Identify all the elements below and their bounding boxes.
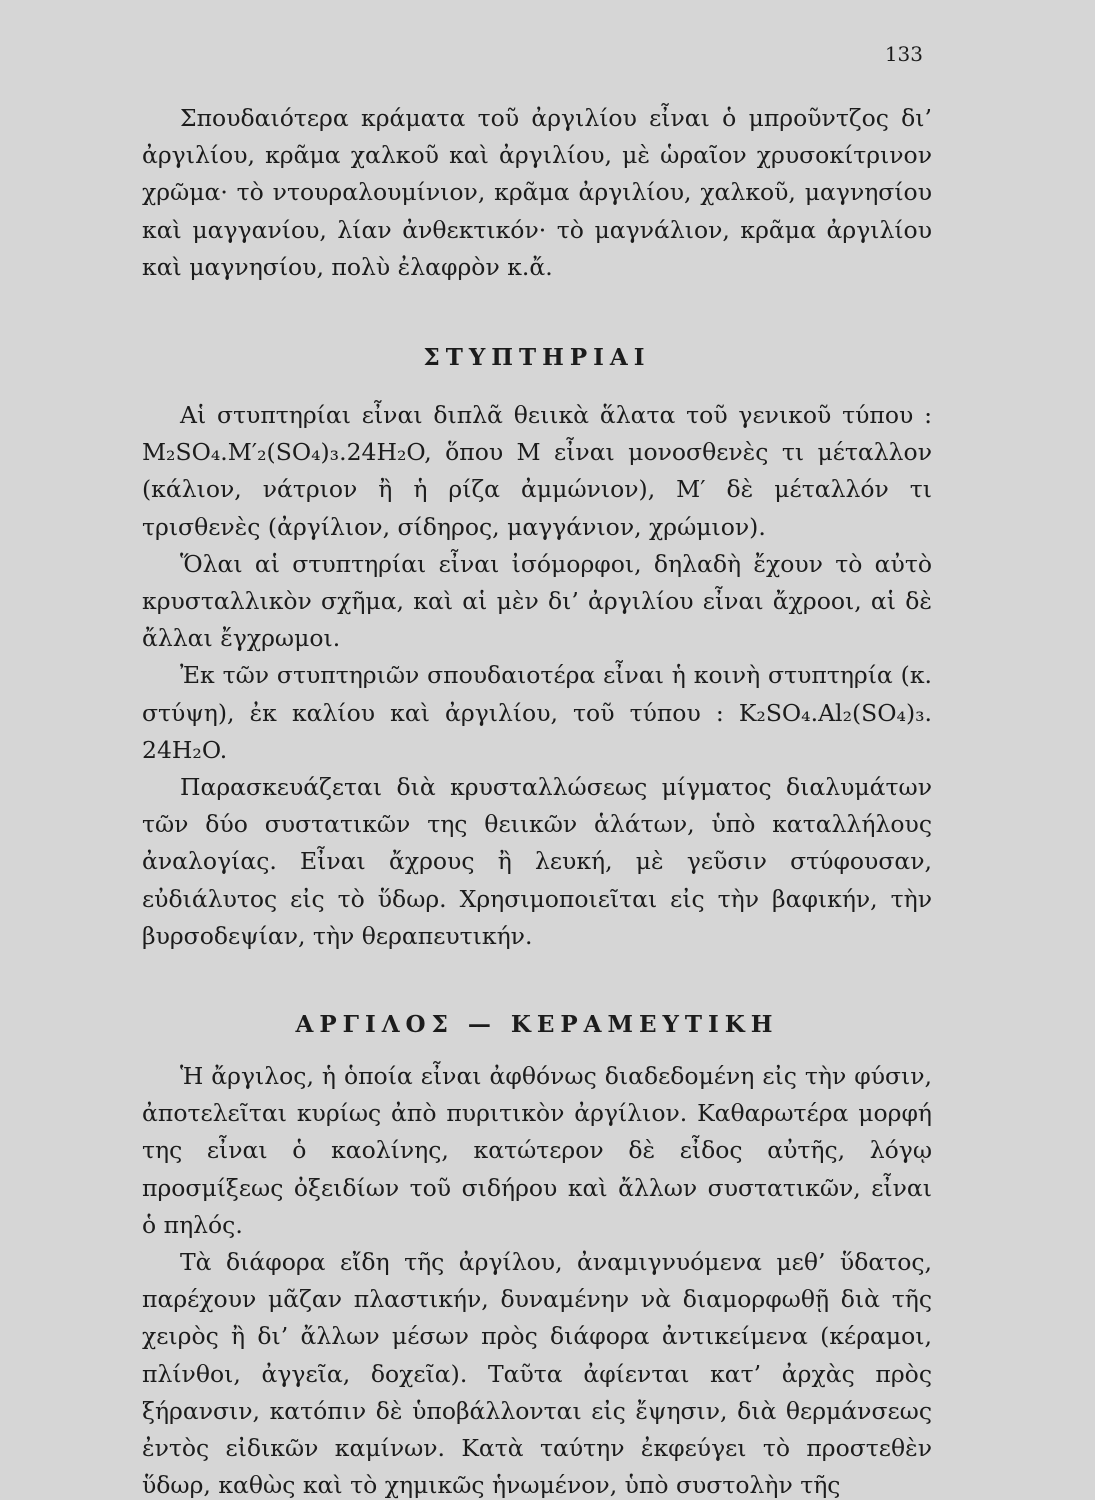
paragraph-styptiriai-definition: Αἱ στυπτηρίαι εἶναι διπλᾶ θειικὰ ἅλατα τοῦ γενικοῦ τύπου : M₂SO₄.M′₂(SO₄)₃.24H₂O, ὅπου M εἶναι μονοσθενὲς τι μέταλλον (κάλιον, νάτριον ἢ ἡ ρίζα ἀμμώνιον), M′ δὲ μέταλλόν τι τρισθενὲς (ἀργίλιον, σίδηρος, μαγγάνιον, χρώμιον). [142, 401, 932, 541]
section-heading-styptiriai: ΣΤΥΠΤΗΡΙΑΙ [423, 344, 651, 372]
section-heading-argilos: ΑΡΓΙΛΟΣ — ΚΕΡΑΜΕΥΤΙΚΗ [295, 1011, 779, 1039]
paragraph-alum-preparation: Παρασκευάζεται διὰ κρυσταλλώσεως μίγματος διαλυμάτων τῶν δύο συστατικῶν της θειικῶν ἁλάτων, ὑπὸ καταλλήλους ἀναλογίας. Εἶναι ἄχρους ἢ λευκή, μὲ γεῦσιν στύφουσαν, εὐδιάλυτος εἰς τὸ ὕδωρ. Χρησιμοποιεῖται εἰς τὴν βαφικήν, τὴν βυρσοδεψίαν, τὴν θεραπευτικήν. [142, 773, 932, 950]
paragraph-ceramics-process: Τὰ διάφορα εἴδη τῆς ἀργίλου, ἀναμιγνυόμενα μεθ’ ὕδατος, παρέχουν μᾶζαν πλαστικήν, δυναμένην νὰ διαμορφωθῇ διὰ τῆς χειρὸς ἢ δι’ ἄλλων μέσων πρὸς διάφορα ἀντικείμενα (κέραμοι, πλίνθοι, ἀγγεῖα, δοχεῖα). Ταῦτα ἀφίενται κατ’ ἀρχὰς πρὸς ξήρανσιν, κατόπιν δὲ ὑποβάλλονται εἰς ἔψησιν, διὰ θερμάνσεως ἐντὸς εἰδικῶν καμίνων. Κατὰ ταύτην ἐκφεύγει τὸ προστεθὲν ὕδωρ, καθὼς καὶ τὸ χημικῶς ἡνωμένον, ὑπὸ συστολὴν τῆς [142, 1248, 932, 1500]
paragraph-common-alum: Ἐκ τῶν στυπτηριῶν σπουδαιοτέρα εἶναι ἡ κοινὴ στυπτηρία (κ. στύψη), ἐκ καλίου καὶ ἀργιλίου, τοῦ τύπου : K₂SO₄.Al₂(SO₄)₃. 24H₂O. [142, 661, 932, 764]
paragraph-clay-definition: Ἡ ἄργιλος, ἡ ὁποία εἶναι ἀφθόνως διαδεδομένη εἰς τὴν φύσιν, ἀποτελεῖται κυρίως ἀπὸ πυριτικὸν ἀργίλιον. Καθαρωτέρα μορφή της εἶναι ὁ καολίνης, κατώτερον δὲ εἶδος αὐτῆς, λόγῳ προσμίξεως ὀξειδίων τοῦ σιδήρου καὶ ἄλλων συστατικῶν, εἶναι ὁ πηλός. [142, 1062, 932, 1239]
paragraph-styptiriai-isomorphic: Ὅλαι αἱ στυπτηρίαι εἶναι ἰσόμορφοι, δηλαδὴ ἔχουν τὸ αὐτὸ κρυσταλλικὸν σχῆμα, καὶ αἱ μὲν δι’ ἀργιλίου εἶναι ἄχροοι, αἱ δὲ ἄλλαι ἔγχρωμοι. [142, 549, 932, 653]
page-content [142, 100, 932, 1500]
paragraph-alloys: Σπουδαιότερα κράματα τοῦ ἀργιλίου εἶναι ὁ μπροῦντζος δι’ ἀργιλίου, κρᾶμα χαλκοῦ καὶ ἀργιλίου, μὲ ὡραῖον χρυσοκίτρινον χρῶμα· τὸ ντουραλουμίνιον, κρᾶμα ἀργιλίου, χαλκοῦ, μαγνησίου καὶ μαγγανίου, λίαν ἀνθεκτικόν· τὸ μαγνάλιον, κρᾶμα ἀργιλίου καὶ μαγνησίου, πολὺ ἐλαφρὸν κ.ἄ. [142, 104, 932, 281]
page-number: 133 [884, 42, 923, 66]
